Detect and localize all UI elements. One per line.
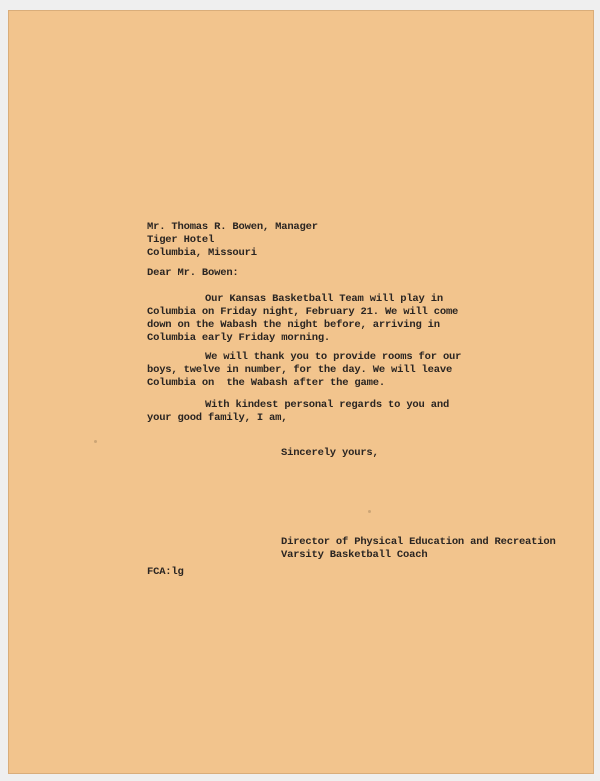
signature-title-1: Director of Physical Education and Recreation [281, 536, 556, 548]
address-line-3: Columbia, Missouri [147, 247, 257, 259]
paragraph-1-line-3: down on the Wabash the night before, arriving in [147, 319, 440, 331]
paper-speck [94, 440, 97, 443]
paragraph-1-line-1: Our Kansas Basketball Team will play in [205, 293, 443, 305]
salutation: Dear Mr. Bowen: [147, 267, 239, 279]
paragraph-1-line-2: Columbia on Friday night, February 21. We will come [147, 306, 459, 318]
paragraph-2-line-3: Columbia on the Wabash after the game. [147, 377, 385, 389]
letter-sheet [8, 10, 594, 774]
paragraph-1-line-4: Columbia early Friday morning. [147, 332, 331, 344]
paper-speck [368, 510, 371, 513]
closing: Sincerely yours, [281, 447, 379, 459]
paragraph-2-line-2: boys, twelve in number, for the day. We will leave [147, 364, 453, 376]
address-line-2: Tiger Hotel [147, 234, 215, 246]
signature-title-2: Varsity Basketball Coach [281, 549, 428, 561]
paragraph-3-line-2: your good family, I am, [147, 412, 288, 424]
paragraph-2-line-1: We will thank you to provide rooms for our [205, 351, 462, 363]
reference-initials: FCA:lg [147, 566, 184, 578]
address-line-1: Mr. Thomas R. Bowen, Manager [147, 221, 318, 233]
paragraph-3-line-1: With kindest personal regards to you and [205, 399, 450, 411]
